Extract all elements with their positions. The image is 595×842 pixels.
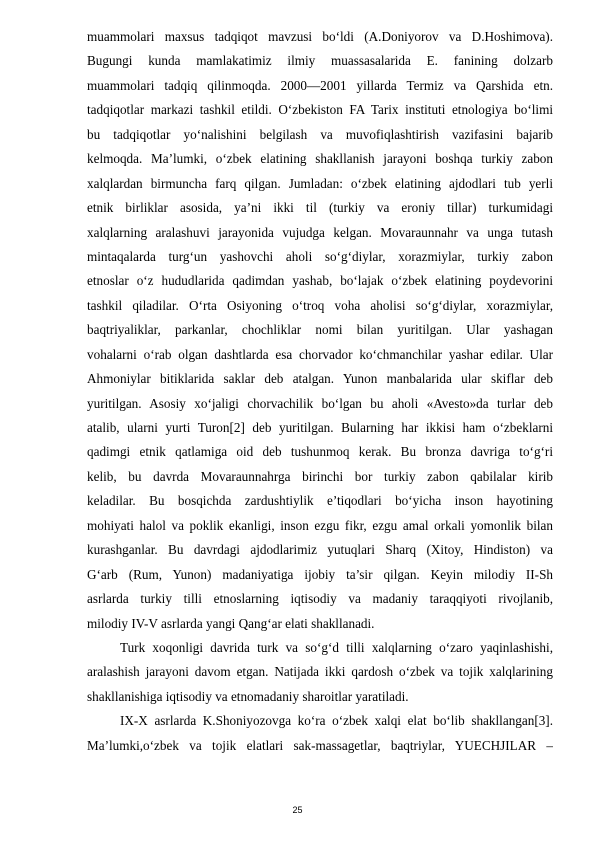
text-line: baqtriyaliklar, parkanlar, chochliklar nomi bilan yuritilgan. Ular yashagan [87, 322, 553, 338]
text-line: xalqlarning aralashuvi jarayonida vujudga kelgan. Movaraunnahr va unga tutash [87, 224, 553, 240]
text-line: kurashganlar. Bu davrdagi ajdodlarimiz yutuqlari Sharq (Xitoy, Hindiston) va [87, 542, 553, 558]
text-line: etnik birliklar asosida, ya’ni ikki til (turkiy va eroniy tillar) turkumidagi [87, 200, 553, 216]
text-line: tadqiqotlar markazi tashkil etildi. O‘zbekiston FA Tarix instituti etnologiya bo‘limi [87, 102, 553, 118]
text-line: qadimgi etnik qatlamiga oid deb tushunmoq kerak. Bu bronza davriga to‘g‘ri [87, 444, 553, 460]
text-line: etnoslar o‘z hududlarida qadimdan yashab, bo‘lajak o‘zbek elatining poydevorini [87, 273, 553, 289]
text-line: asrlarda turkiy tilli etnoslarning iqtisodiy va madaniy taraqqiyoti rivojlanib, [87, 591, 553, 607]
text-line: atalib, ularni yurti Turon[2] deb yuritilgan. Bularning har ikkisi ham o‘zbeklarni [87, 420, 553, 435]
text-line: muammolari maxsus tadqiqot mavzusi bo‘ldi (A.Doniyorov va D.Hoshimova). [87, 29, 553, 44]
text-line: mintaqalarda turg‘un yashovchi aholi so‘g‘diylar, xorazmiylar, turkiy zabon [87, 248, 553, 264]
text-line: Ma’lumki,o‘zbek va tojik elatlari sak-massagetlar, baqtriylar, YUECHJILAR – [87, 737, 553, 753]
paragraph-first-line: IX-X asrlarda K.Shoniyozovga ko‘ra o‘zbek xalqi elat bo‘lib shakllangan[3]. [120, 713, 553, 729]
text-line: kelib, bu davrda Movaraunnahrga birinchi bor turkiy zabon qabilalar kirib [87, 468, 553, 484]
paragraph-end-line: shakllanishiga iqtisodiy va etnomadaniy sharoitlar yaratiladi. [87, 688, 409, 704]
text-line: keladilar. Bu bosqichda zardushtiylik e’tiqodlari bo‘yicha inson hayotining [87, 493, 553, 509]
text-line: kelmoqda. Ma’lumki, o‘zbek elatining shakllanish jarayoni boshqa turkiy zabon [87, 151, 553, 167]
page-number: 25 [292, 805, 303, 815]
text-line: Ahmoniylar bitiklarida saklar deb atalgan. Yunon manbalarida ular skiflar deb [87, 371, 553, 387]
text-line: xalqlardan birmuncha farq qilgan. Jumladan: o‘zbek elatining ajdodlari tub yerli [87, 175, 553, 191]
text-line: yuritilgan. Asosiy xo‘jaligi chorvachilik bo‘lgan bu aholi «Avesto»da turlar deb [87, 395, 553, 411]
paragraph-first-line: Turk xoqonligi davrida turk va so‘g‘d tilli xalqlarning o‘zaro yaqinlashishi, [120, 639, 553, 655]
text-line: muammolari tadqiq qilinmoqda. 2000—2001 yillarda Termiz va Qarshida etn. [87, 77, 553, 93]
text-line: G‘arb (Rum, Yunon) madaniyatiga ijobiy ta’sir qilgan. Keyin milodiy II-Sh [87, 566, 553, 582]
text-line: Bugungi kunda mamlakatimiz ilmiy muassasalarida E. fanining dolzarb [87, 53, 553, 69]
text-line: mohiyati halol va poklik ekanligi, inson ezgu fikr, ezgu amal orkali yomonlik bilan [87, 517, 553, 533]
paragraph-end-line: milodiy IV-V asrlarda yangi Qang‘ar elati shakllanadi. [87, 615, 375, 631]
text-line: bu tadqiqotlar yo‘nalishini belgilash va muvofiqlashtirish vazifasini bajarib [87, 126, 553, 142]
text-line: tashkil qiladilar. O‘rta Osiyoning o‘troq voha aholisi so‘g‘diylar, xorazmiylar, [87, 297, 553, 313]
document-body [87, 25, 553, 758]
text-line: aralashish jarayoni davom etgan. Natijada ikki qardosh o‘zbek va tojik xalqlarining [87, 664, 553, 680]
text-line: vohalarni o‘rab olgan dashtlarda esa chorvador ko‘chmanchilar yashar edilar. Ular [87, 346, 553, 362]
